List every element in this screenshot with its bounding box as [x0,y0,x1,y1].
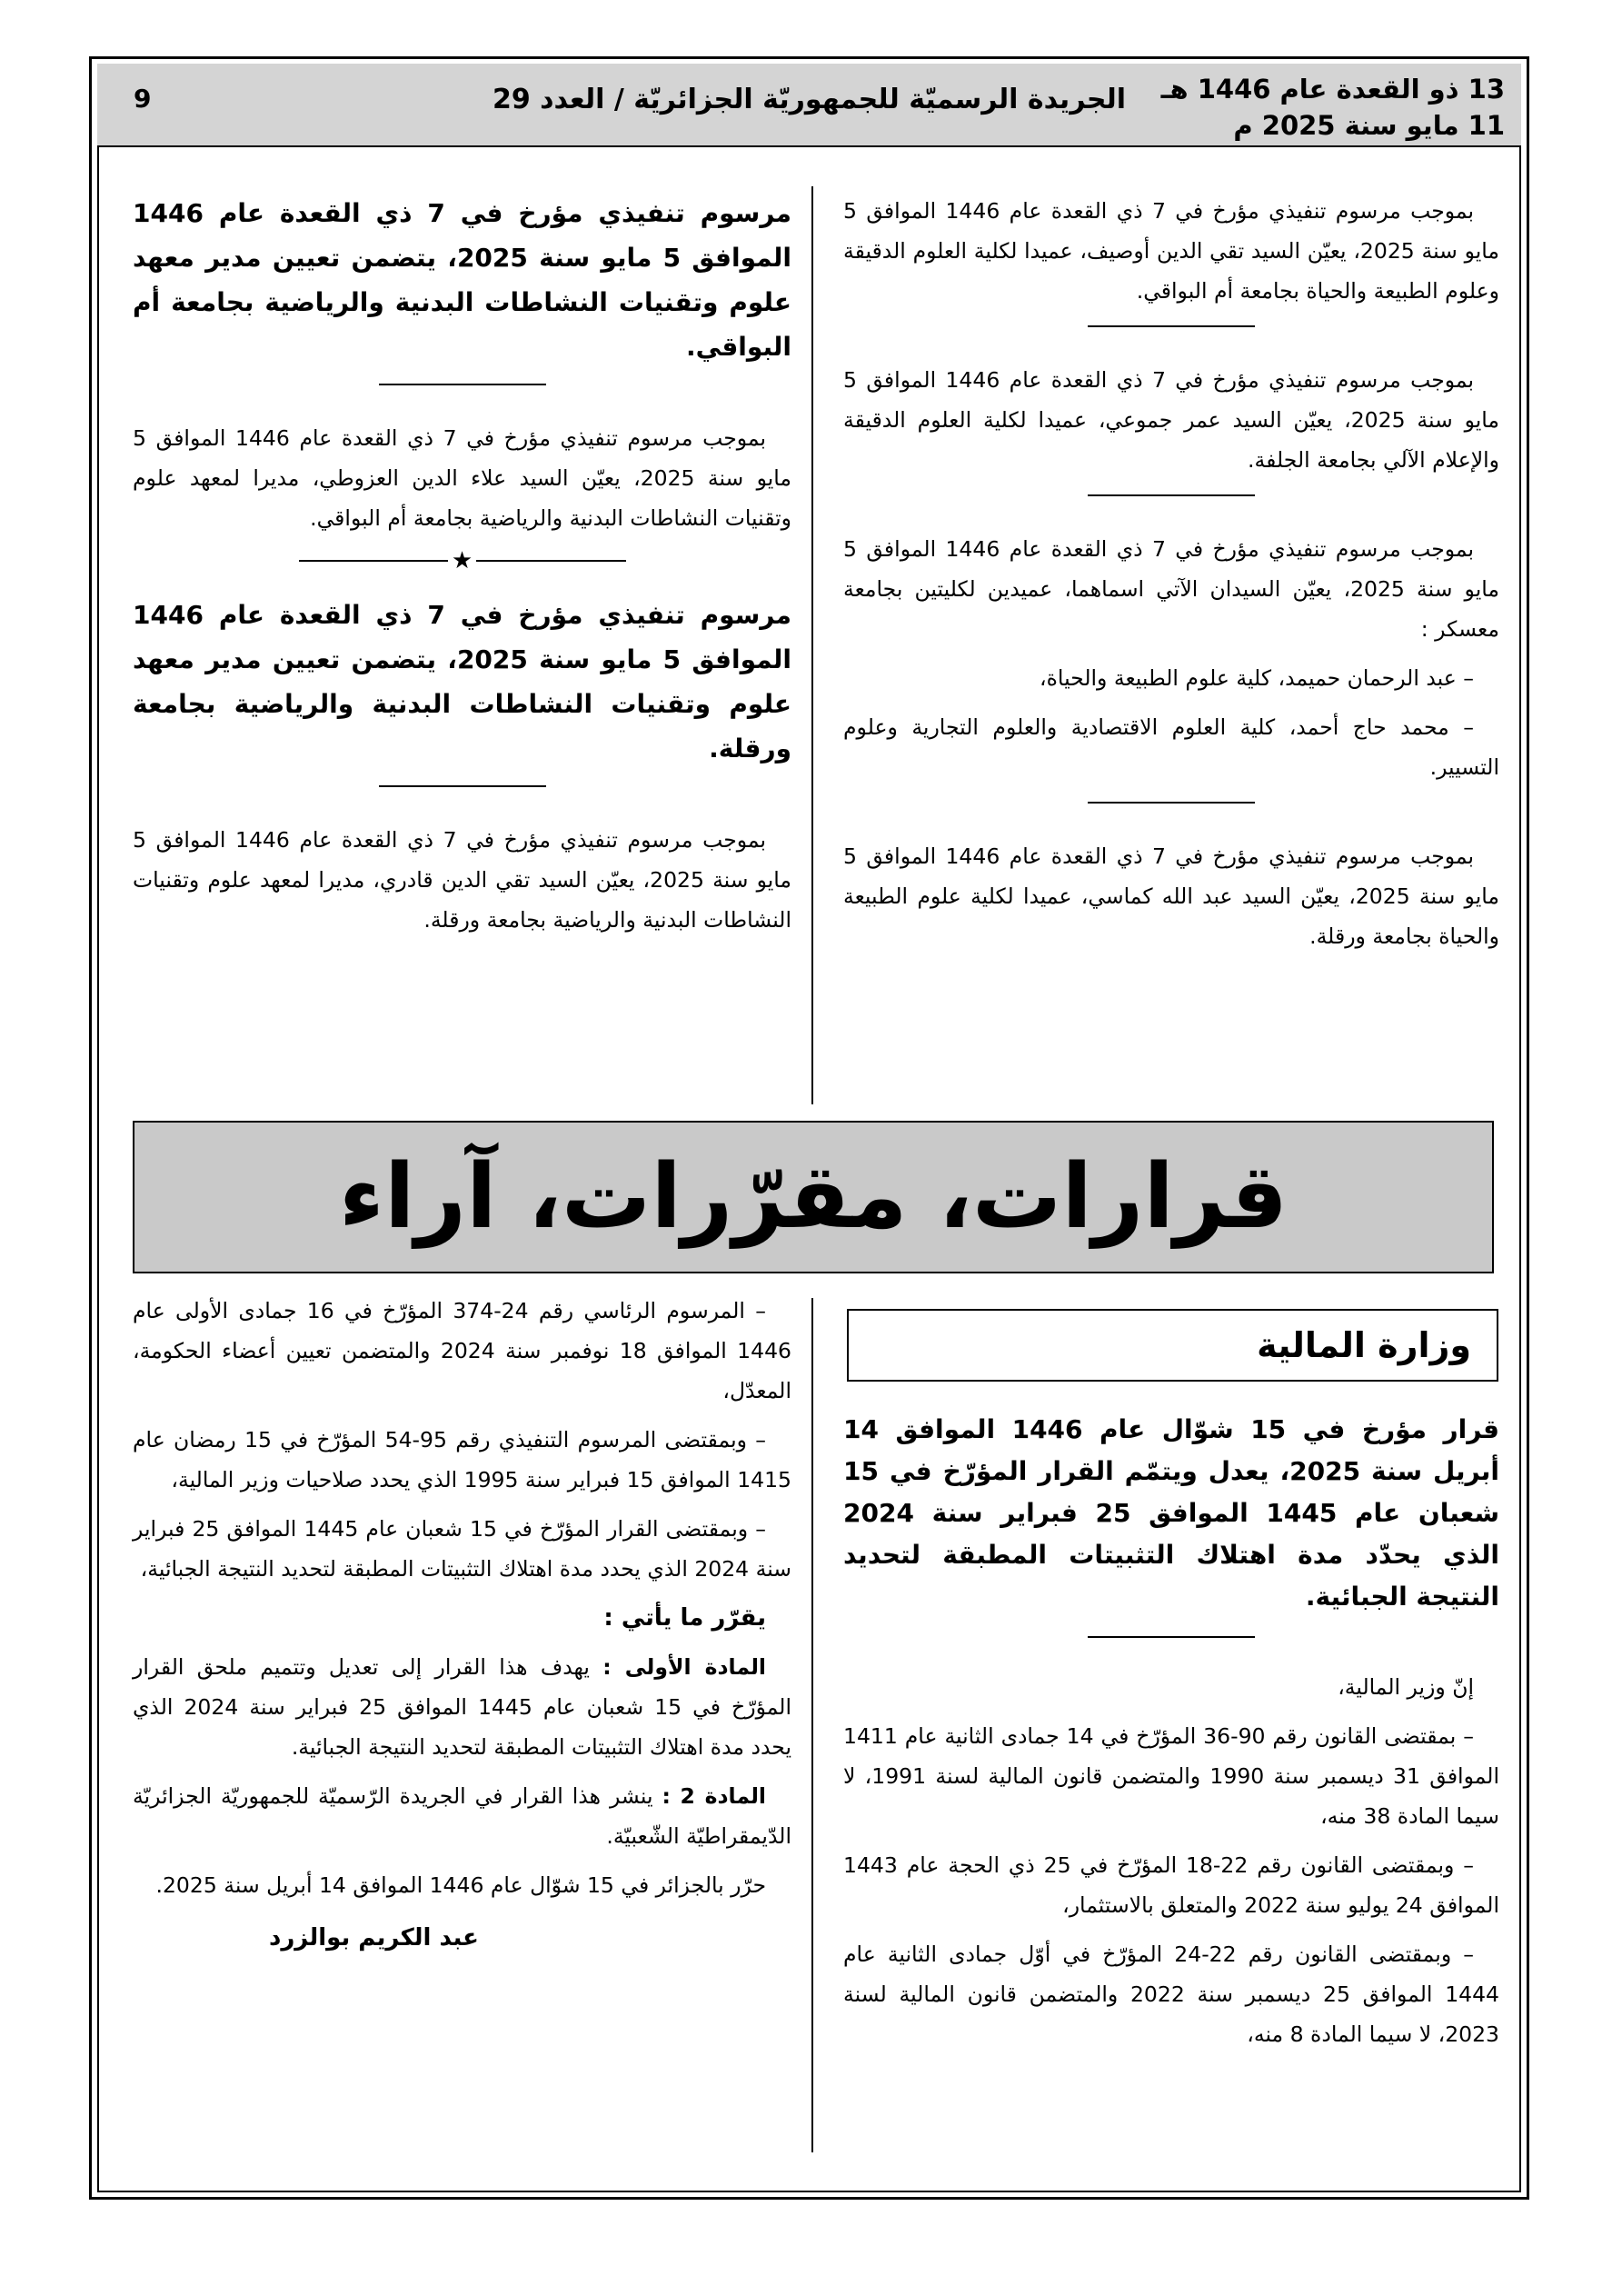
right-column-bottom [843,1409,1499,2063]
ministry-heading: وزارة المالية [847,1309,1498,1382]
decree-item-3-list-2: – محمد حاج أحمد، كلية العلوم الاقتصادية والعلوم التجارية وعلوم التسيير. [843,714,1499,780]
decree-item-3: بموجب مرسوم تنفيذي مؤرخ في 7 ذي القعدة عام 1446 الموافق 5 مايو سنة 2025، يعيّن السيدان الآتي اسماهما، عميدين لكليتين بجامعة معسكر : [843,536,1499,642]
article-2-text: ينشر هذا القرار في الجريدة الرّسميّة للجمهوريّة الجزائريّة الدّيمقراطيّة الشّعبيّة. [133,1783,791,1849]
separator [1088,1636,1255,1638]
minister-line: إنّ وزير المالية، [1338,1674,1474,1700]
article-1-text: يهدف هذا القرار إلى تعديل وتتميم ملحق القرار المؤرّخ في 15 شعبان عام 1445 الموافق 25 فبراير سنة 2024 الذي يحدد مدة اهتلاك التثبيتات المطبقة لتحديد النتيجة الجبائية. [133,1654,791,1760]
separator [1088,802,1255,804]
clause-5: – وبمقتضى المرسوم التنفيذي رقم 95-54 المؤرّخ في 15 رمضان عام 1415 الموافق 15 فبراير سنة 1995 الذي يحدد صلاحيات وزير المالية، [133,1427,791,1492]
decree-body-1: بموجب مرسوم تنفيذي مؤرخ في 7 ذي القعدة عام 1446 الموافق 5 مايو سنة 2025، يعيّن السيد علاء الدين العزوطي، مديرا لمعهد علوم وتقنيات النشاطات البدنية والرياضية بجامعة أم البواقي. [133,425,792,531]
clause-3: – وبمقتضى القانون رقم 22-24 المؤرّخ في أوّل جمادى الثانية عام 1444 الموافق 25 ديسمبر سنة 2022 والمتضمن قانون المالية لسنة 2023، لا سيما المادة 8 منه، [843,1942,1500,2047]
header-gregorian-date: 11 مايو سنة 2025 م [1233,110,1505,141]
decree-title-2: مرسوم تنفيذي مؤرخ في 7 ذي القعدة عام 1446 الموافق 5 مايو سنة 2025، يتضمن تعيين مدير معهد علوم وتقنيات النشاطات البدنية والرياضية بجامعة ورقلة. [133,600,792,764]
decree-item-2: بموجب مرسوم تنفيذي مؤرخ في 7 ذي القعدة عام 1446 الموافق 5 مايو سنة 2025، يعيّن السيد عمر جموعي، عميدا لكلية العلوم الدقيقة والإعلام الآلي بجامعة الجلفة. [843,367,1500,473]
article-2-label: المادة 2 : [662,1783,766,1809]
separator [1088,325,1255,327]
separator [379,785,546,787]
page-number: 9 [134,84,152,114]
column-divider-bottom [811,1298,813,2152]
separator [1088,494,1255,496]
decree-item-1: بموجب مرسوم تنفيذي مؤرخ في 7 ذي القعدة عام 1446 الموافق 5 مايو سنة 2025، يعيّن السيد تقي الدين أوصيف، عميدا لكلية العلوم الدقيقة وعلوم الطبيعة والحياة بجامعة أم البواقي. [843,198,1500,304]
decree-body-2: بموجب مرسوم تنفيذي مؤرخ في 7 ذي القعدة عام 1446 الموافق 5 مايو سنة 2025، يعيّن السيد تقي الدين قادري، مديرا لمعهد علوم وتقنيات النشاطات البدنية والرياضية بجامعة ورقلة. [133,827,792,933]
star-separator [299,549,626,573]
header-title: الجريدة الرسميّة للجمهوريّة الجزائريّة / العدد 29 [492,84,1127,115]
star-icon: ★ [451,547,473,574]
signature: عبد الكريم بوالزرد [269,1924,479,1952]
article-1-label: المادة الأولى : [602,1654,766,1680]
decree-item-4: بموجب مرسوم تنفيذي مؤرخ في 7 ذي القعدة عام 1446 الموافق 5 مايو سنة 2025، يعيّن السيد عبد الله كماسي، عميدا لكلية علوم الطبيعة والحياة بجامعة ورقلة. [843,844,1499,949]
clause-6: – وبمقتضى القرار المؤرّخ في 15 شعبان عام 1445 الموافق 25 فبراير سنة 2024 الذي يحدد مدة اهتلاك التثبيتات المطبقة لتحديد النتيجة الجبائية، [133,1516,791,1582]
clause-1: – بمقتضى القانون رقم 90-36 المؤرّخ في 14 جمادى الثانية عام 1411 الموافق 31 ديسمبر سنة 1990 والمتضمن قانون المالية لسنة 1991، لا سيما المادة 38 منه، [843,1723,1499,1829]
decides-heading: يقرّر ما يأتي : [603,1604,766,1632]
header-hijri-date: 13 ذو القعدة عام 1446 هـ [1160,74,1505,105]
right-column-top [843,191,1499,965]
clause-4: – المرسوم الرئاسي رقم 24-374 المؤرّخ في 16 جمادى الأولى عام 1446 الموافق 18 نوفمبر سنة 2024 والمتضمن تعيين أعضاء الحكومة، المعدّل، [133,1298,791,1403]
page-header [97,64,1521,147]
decree-item-3-list-1: – عبد الرحمان حميمد، كلية علوم الطبيعة والحياة، [1040,665,1474,691]
left-column-top [133,191,791,949]
article-1 [133,1647,791,1767]
left-column-bottom [133,1291,791,1967]
section-banner-title: قرارات، مقرّرات، آراء [338,1145,1289,1249]
section-banner [133,1121,1494,1273]
clause-2: – وبمقتضى القانون رقم 22-18 المؤرّخ في 25 ذي الحجة عام 1443 الموافق 24 يوليو سنة 2022 والمتعلق بالاستثمار، [843,1852,1499,1918]
column-divider-top [811,186,813,1104]
decision-title: قرار مؤرخ في 15 شوّال عام 1446 الموافق 14 أبريل سنة 2025، يعدل ويتمّم القرار المؤرّخ في 15 شعبان عام 1445 الموافق 25 فبراير سنة 2024 الذي يحدّد مدة اهتلاك التثبيتات المطبقة لتحديد النتيجة الجبائية. [843,1414,1499,1612]
decree-title-1: مرسوم تنفيذي مؤرخ في 7 ذي القعدة عام 1446 الموافق 5 مايو سنة 2025، يتضمن تعيين مدير معهد علوم وتقنيات النشاطات البدنية والرياضية بجامعة أم البواقي. [133,198,792,362]
signed-at: حرّر بالجزائر في 15 شوّال عام 1446 الموافق 14 أبريل سنة 2025. [155,1872,766,1898]
article-2 [133,1776,791,1856]
separator [379,384,546,385]
